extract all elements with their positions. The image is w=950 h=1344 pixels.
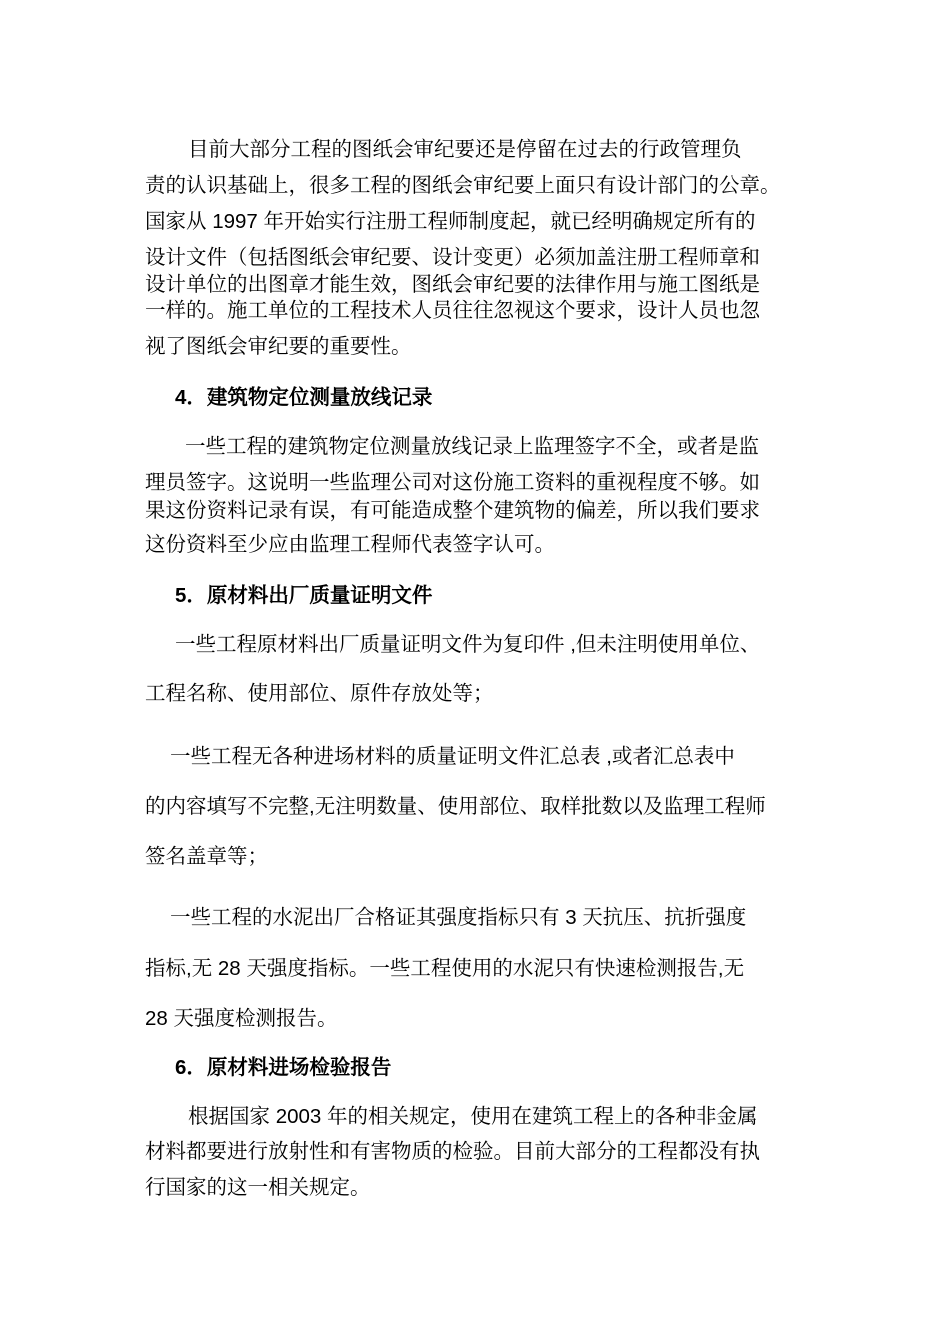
text-line: 设计文件（包括图纸会审纪要、设计变更）必须加盖注册工程师章和: [145, 246, 760, 269]
text-line: 一些工程的建筑物定位测量放线记录上监理签字不全，或者是监: [185, 435, 759, 458]
text-line: 签名盖章等；: [145, 845, 268, 868]
text-line: 一些工程无各种进场材料的质量证明文件汇总表 ,或者汇总表中: [170, 745, 735, 768]
text-line: 行国家的这一相关规定。: [145, 1176, 371, 1199]
text-line: 目前大部分工程的图纸会审纪要还是停留在过去的行政管理负: [188, 138, 742, 161]
text-line: 材料都要进行放射性和有害物质的检验。目前大部分的工程都没有执: [145, 1140, 760, 1163]
text-line: 根据国家 2003 年的相关规定，使用在建筑工程上的各种非金属: [188, 1105, 758, 1128]
text-line: 理员签字。这说明一些监理公司对这份施工资料的重视程度不够。如: [145, 471, 760, 494]
text-line: 设计单位的出图章才能生效，图纸会审纪要的法律作用与施工图纸是: [145, 273, 760, 296]
text-line: 28 天强度检测报告。: [145, 1007, 338, 1030]
section-heading-4: 4．建筑物定位测量放线记录: [175, 386, 433, 409]
text-line: 视了图纸会审纪要的重要性。: [145, 335, 412, 358]
text-line: 指标,无 28 天强度指标。一些工程使用的水泥只有快速检测报告,无: [145, 957, 745, 980]
text-line: 工程名称、使用部位、原件存放处等；: [145, 682, 494, 705]
text-line: 一些工程的水泥出厂合格证其强度指标只有 3 天抗压、抗折强度: [170, 906, 747, 929]
text-line: 果这份资料记录有误，有可能造成整个建筑物的偏差，所以我们要求: [145, 499, 760, 522]
text-line: 一些工程原材料出厂质量证明文件为复印件 ,但未注明使用单位、: [175, 633, 761, 656]
text-line: 国家从 1997 年开始实行注册工程师制度起，就已经明确规定所有的: [145, 210, 756, 233]
section-heading-5: 5．原材料出厂质量证明文件: [175, 584, 433, 607]
text-line: 一样的。施工单位的工程技术人员往往忽视这个要求，设计人员也忽: [145, 299, 760, 322]
text-line: 责的认识基础上，很多工程的图纸会审纪要上面只有设计部门的公章。: [145, 174, 781, 197]
text-line: 的内容填写不完整,无注明数量、使用部位、取样批数以及监理工程师: [145, 795, 766, 818]
text-line: 这份资料至少应由监理工程师代表签字认可。: [145, 533, 555, 556]
section-heading-6: 6．原材料进场检验报告: [175, 1056, 392, 1079]
